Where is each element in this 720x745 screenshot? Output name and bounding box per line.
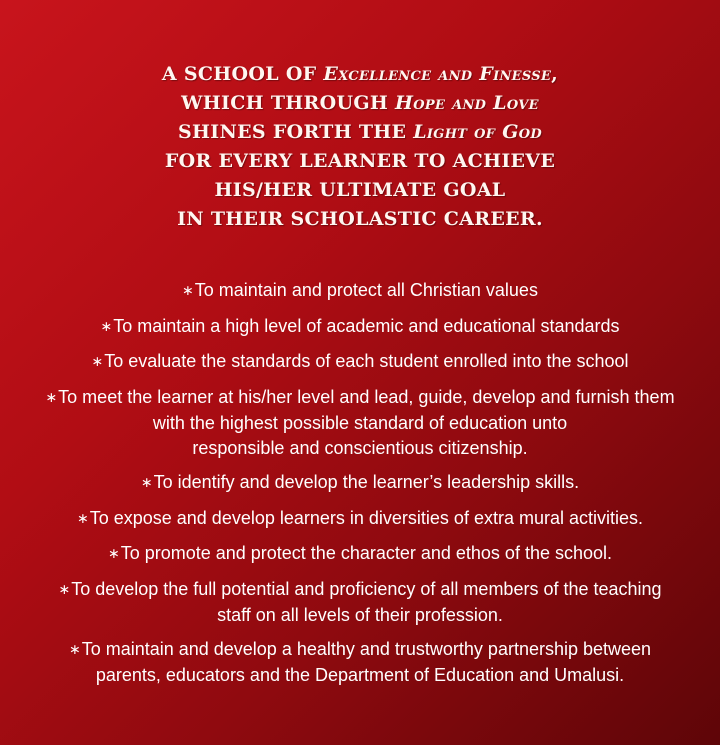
bullet-icon: ∗: [100, 317, 113, 334]
bullet-icon: ∗: [76, 509, 89, 526]
vision-statement: [0, 60, 720, 234]
goal-item: ∗To expose and develop learners in diversities of extra mural activities.: [76, 507, 643, 528]
bullet-icon: ∗: [58, 580, 71, 597]
goal-item: ∗To maintain and protect all Christian values: [182, 280, 538, 300]
goal-item: ∗To evaluate the standards of each student enrolled into the school: [91, 351, 629, 371]
vision-line: FOR EVERY LEARNER TO ACHIEVE: [164, 150, 556, 172]
bullet-icon: ∗: [91, 353, 104, 369]
goal-item: ∗To maintain and develop a healthy and trustworthy partnership between parents, educators and the Department of Education and Umalusi.: [68, 639, 652, 685]
goal-item: ∗To promote and protect the character and ethos of the school.: [107, 543, 613, 563]
vision-line: IN THEIR SCHOLASTIC CAREER.: [177, 208, 543, 230]
vision-line: A SCHOOL OF Excellence and Finesse,: [161, 63, 559, 85]
bullet-icon: ∗: [140, 474, 153, 490]
vision-line: SHINES FORTH THE Light of God: [178, 121, 542, 143]
bullet-icon: ∗: [107, 545, 120, 561]
goal-item: ∗To meet the learner at his/her level and lead, guide, develop and furnish them with the highest possible standard of education unto responsible and conscientious citizenship.: [45, 386, 675, 458]
goal-item: ∗To maintain a high level of academic and educational standards: [100, 315, 620, 336]
bullet-icon: ∗: [182, 282, 194, 298]
goal-item: ∗To develop the full potential and proficiency of all members of the teaching staff on all levels of their profession.: [58, 578, 662, 625]
vision-line: WHICH THROUGH Hope and Love: [181, 92, 539, 114]
goals-list: [0, 278, 720, 698]
vision-line: HIS/HER ULTIMATE GOAL: [214, 179, 506, 201]
vision-emphasis: Excellence and Finesse: [323, 63, 552, 85]
bullet-icon: ∗: [45, 388, 58, 405]
vision-emphasis: Hope and Love: [395, 92, 539, 114]
goal-item: ∗To identify and develop the learner’s leadership skills.: [140, 472, 580, 492]
bullet-icon: ∗: [68, 641, 81, 657]
vision-emphasis: Light of God: [413, 121, 542, 143]
